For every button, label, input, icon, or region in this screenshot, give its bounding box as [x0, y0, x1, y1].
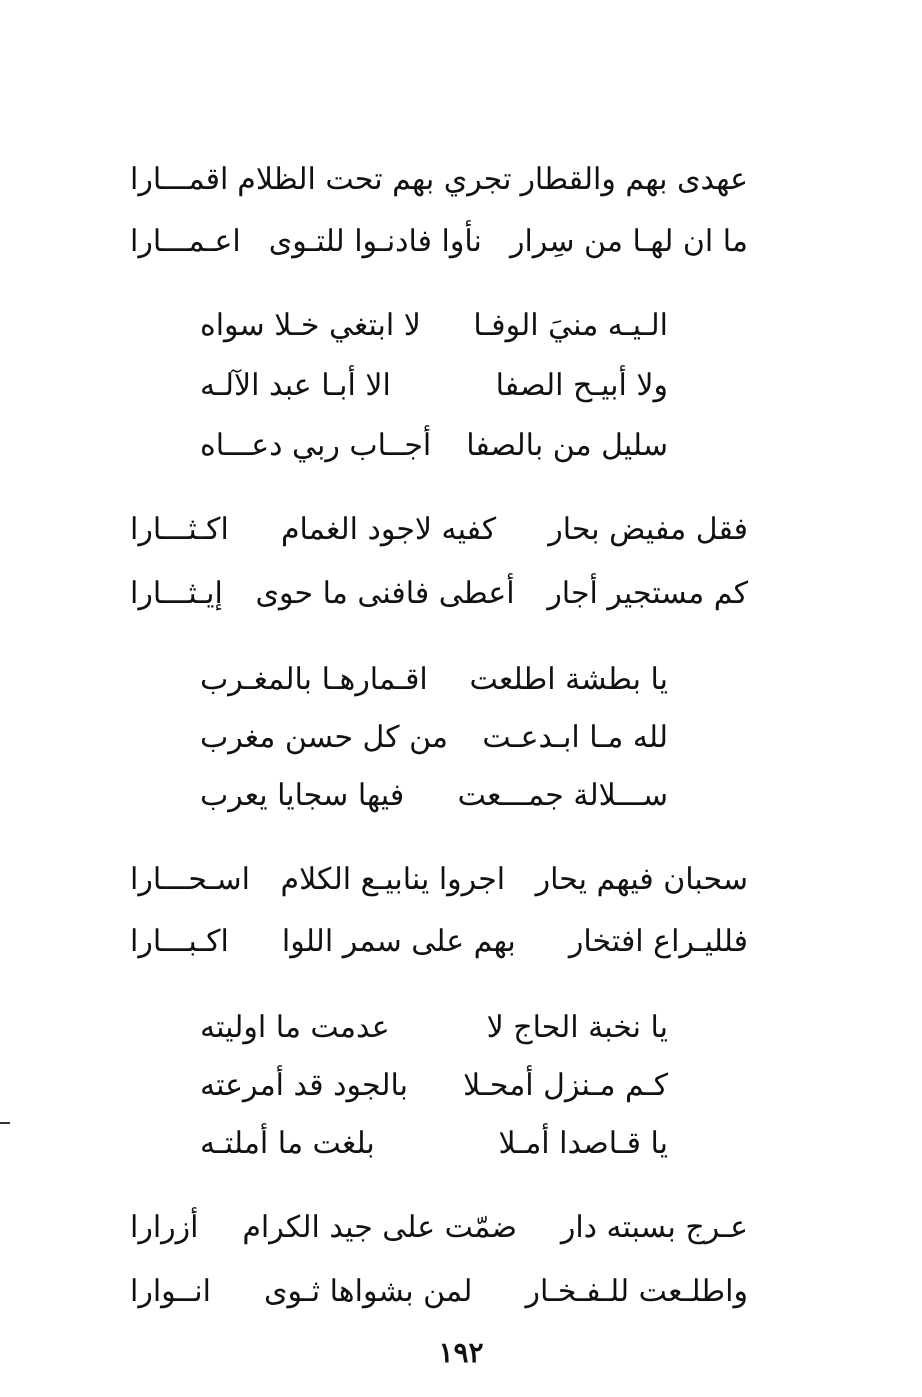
verse-segment: بهم على سمر اللوا	[281, 924, 516, 959]
verse-segment: بلغت ما أملتـه	[200, 1126, 375, 1161]
verse-segment: عهدى بهم والقطار	[520, 162, 748, 197]
verse-segment: ضمّت على جيد الكرام	[242, 1210, 517, 1245]
verse-segment: أزرارا	[130, 1210, 199, 1245]
verse-line	[130, 860, 748, 900]
verse-line	[130, 222, 748, 262]
verse-segment: اقـمارهـا بالمغـرب	[200, 662, 428, 697]
verse-segment: نأوا فادنـوا للتـوى	[268, 224, 482, 259]
verse-segment: سليل من بالصفا	[466, 428, 668, 463]
verse-segment: من كل حسن مغرب	[200, 720, 448, 755]
verse-segment: اعـمـــارا	[130, 224, 241, 259]
page-number: ١٩٢	[438, 1336, 484, 1369]
verse-line	[200, 1008, 668, 1048]
verse-segment: اكـبـــارا	[130, 924, 229, 959]
verse-line	[130, 510, 748, 550]
verse-line	[130, 160, 748, 200]
verse-segment: أعطى فافنى ما حوى	[255, 576, 515, 611]
verse-segment: لله مـا ابـدعـت	[482, 720, 668, 755]
verse-segment: كـم مـنزل أمحـلا	[463, 1068, 668, 1103]
verse-segment: فلليـراع افتخار	[568, 924, 748, 959]
verse-segment: كم مستجير أجار	[547, 576, 748, 611]
verse-segment: اكـثـــارا	[130, 512, 229, 547]
verse-segment: إيـثـــارا	[130, 576, 223, 611]
verse-segment: عدمت ما اوليته	[200, 1010, 390, 1045]
verse-line	[130, 1208, 748, 1248]
verse-line	[130, 922, 748, 962]
verse-segment: لمن بشواها ثـوى	[264, 1274, 473, 1309]
verse-segment: واطلـعت للـفـخـار	[525, 1274, 748, 1309]
verse-segment: لا ابتغي خـلا سواه	[200, 308, 421, 343]
verse-segment: اقمـــارا	[130, 162, 229, 197]
verse-segment: اجروا ينابيـع الكلام	[280, 862, 506, 897]
verse-line	[130, 574, 748, 614]
verse-line	[200, 660, 668, 700]
verse-line	[200, 718, 668, 758]
verse-line	[200, 1124, 668, 1164]
verse-segment: كفيه لاجود الغمام	[280, 512, 497, 547]
verse-segment: تجري بهم تحت الظلام	[237, 162, 512, 197]
verse-line	[130, 1272, 748, 1312]
verse-line	[200, 366, 668, 406]
verse-segment: فقل مفيض بحار	[548, 512, 748, 547]
verse-line	[200, 426, 668, 466]
verse-segment: يا نخبة الحاج لا	[486, 1010, 668, 1045]
verse-line	[200, 306, 668, 346]
verse-segment: الا أبـا عبد الآلـه	[200, 368, 391, 403]
verse-segment: ولا أبيـح الصفا	[495, 368, 668, 403]
verse-segment: ســـلالة جمـــعت	[457, 778, 668, 813]
verse-segment: سحبان فيهم يحار	[535, 862, 748, 897]
verse-segment: فيها سجايا يعرب	[200, 778, 405, 813]
verse-segment: اسـحـــارا	[130, 862, 250, 897]
verse-segment: يا بطشة اطلعت	[469, 662, 668, 697]
verse-segment: أجــاب ربي دعـــاه	[200, 428, 432, 463]
verse-line	[200, 776, 668, 816]
verse-segment: بالجود قد أمرعته	[200, 1068, 409, 1103]
verse-segment: يا قـاصدا أمـلا	[498, 1126, 668, 1161]
verse-segment: عـرج بسبته دار	[560, 1210, 748, 1245]
margin-mark	[0, 1122, 10, 1124]
verse-line	[200, 1066, 668, 1106]
verse-segment: الـيـه منيَ الوفـا	[473, 308, 668, 343]
verse-segment: انــوارا	[130, 1274, 211, 1309]
verse-segment: ما ان لهـا من سِرار	[509, 224, 748, 259]
